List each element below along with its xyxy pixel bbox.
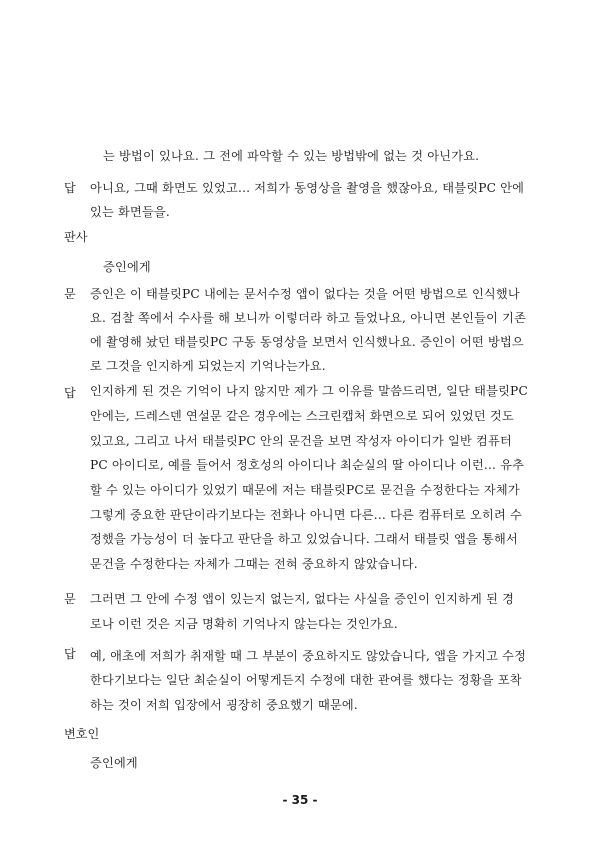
transcript-line: 있고요, 그리고 나서 태블릿PC 안의 문건을 보면 작성자 아이디가 일반 컴퓨터 [90,434,512,448]
transcript-line: 정했을 가능성이 더 높다고 판단을 하고 있었습니다. 그래서 태블릿 앱을 통해서 [90,532,518,546]
speaker-label: 변호인 [64,727,100,741]
speaker-label: 답 [64,386,76,400]
speaker-label: 판사 [64,230,88,244]
transcript-line: PC 아이디로, 예를 들어서 정호성의 아이디나 최순실의 딸 아이디나 이런... 유추 [90,458,525,472]
transcript-line: 한다기보다는 일단 최순실이 어떻게든지 수정에 대한 관여를 했다는 정황을 포착 [90,673,522,687]
transcript-line: 로나 이런 것은 지금 명확히 기억나지 않는다는 것인가요. [90,617,398,631]
speaker-label: 문 [64,592,76,606]
speaker-label: 문 [64,287,76,301]
page-number: - 35 - [282,793,318,807]
transcript-line: 에 촬영해 놨던 태블릿PC 구동 동영상을 보면서 인식했나요. 증인이 어떤 방법으 [90,335,524,349]
transcript-line: 문건을 수정한다는 자체가 그때는 전혀 중요하지 않았습니다. [90,557,418,571]
transcript-line: 하는 것이 저희 입장에서 굉장히 중요했기 때문에. [90,698,358,712]
transcript-line: 로 그것을 인지하게 되었는지 기억나는가요. [90,359,326,373]
transcript-line: 요. 검찰 쪽에서 수사를 해 보니까 이렇더라 하고 들었나요, 아니면 본인들이 기존 [90,311,527,325]
transcript-line: 예, 애초에 저희가 취재할 때 그 부분이 중요하지도 않았습니다, 앱을 가지고 수정 [90,649,527,663]
transcript-line: 안에는, 드레스덴 연설문 같은 경우에는 스크린캡처 화면으로 되어 있었던 것도 [90,409,514,423]
speaker-label: 답 [64,181,76,195]
transcript-line: 는 방법이 있나요. 그 전에 파악할 수 있는 방법밖에 없는 것 아닌가요. [103,149,480,163]
speaker-label: 답 [64,647,76,661]
transcript-line: 있는 화면들을. [90,205,170,219]
transcript-line: 할 수 있는 아이디가 있었기 때문에 저는 태블릿PC로 문건을 수정한다는 자체가 [90,483,520,497]
transcript-line: 그러면 그 안에 수정 앱이 있는지 없는지, 없다는 사실을 증인이 인지하게 된 경 [90,592,515,606]
transcript-line: 그렇게 중요한 판단이라기보다는 전화나 아니면 다른... 다른 컴퓨터로 오히려 수 [90,508,523,522]
transcript-line: 인지하게 된 것은 기억이 나지 않지만 제가 그 이유를 말씀드리면, 일단 태블릿PC [90,384,528,398]
transcript-line: 증인은 이 태블릿PC 내에는 문서수정 앱이 없다는 것을 어떤 방법으로 인식했나 [90,287,520,301]
addressee-line: 증인에게 [90,756,138,770]
transcript-line: 아니요, 그때 화면도 있었고... 저희가 동영상을 촬영을 했잖아요, 태블릿PC 안에 [90,181,525,195]
addressee-line: 증인에게 [103,260,151,274]
